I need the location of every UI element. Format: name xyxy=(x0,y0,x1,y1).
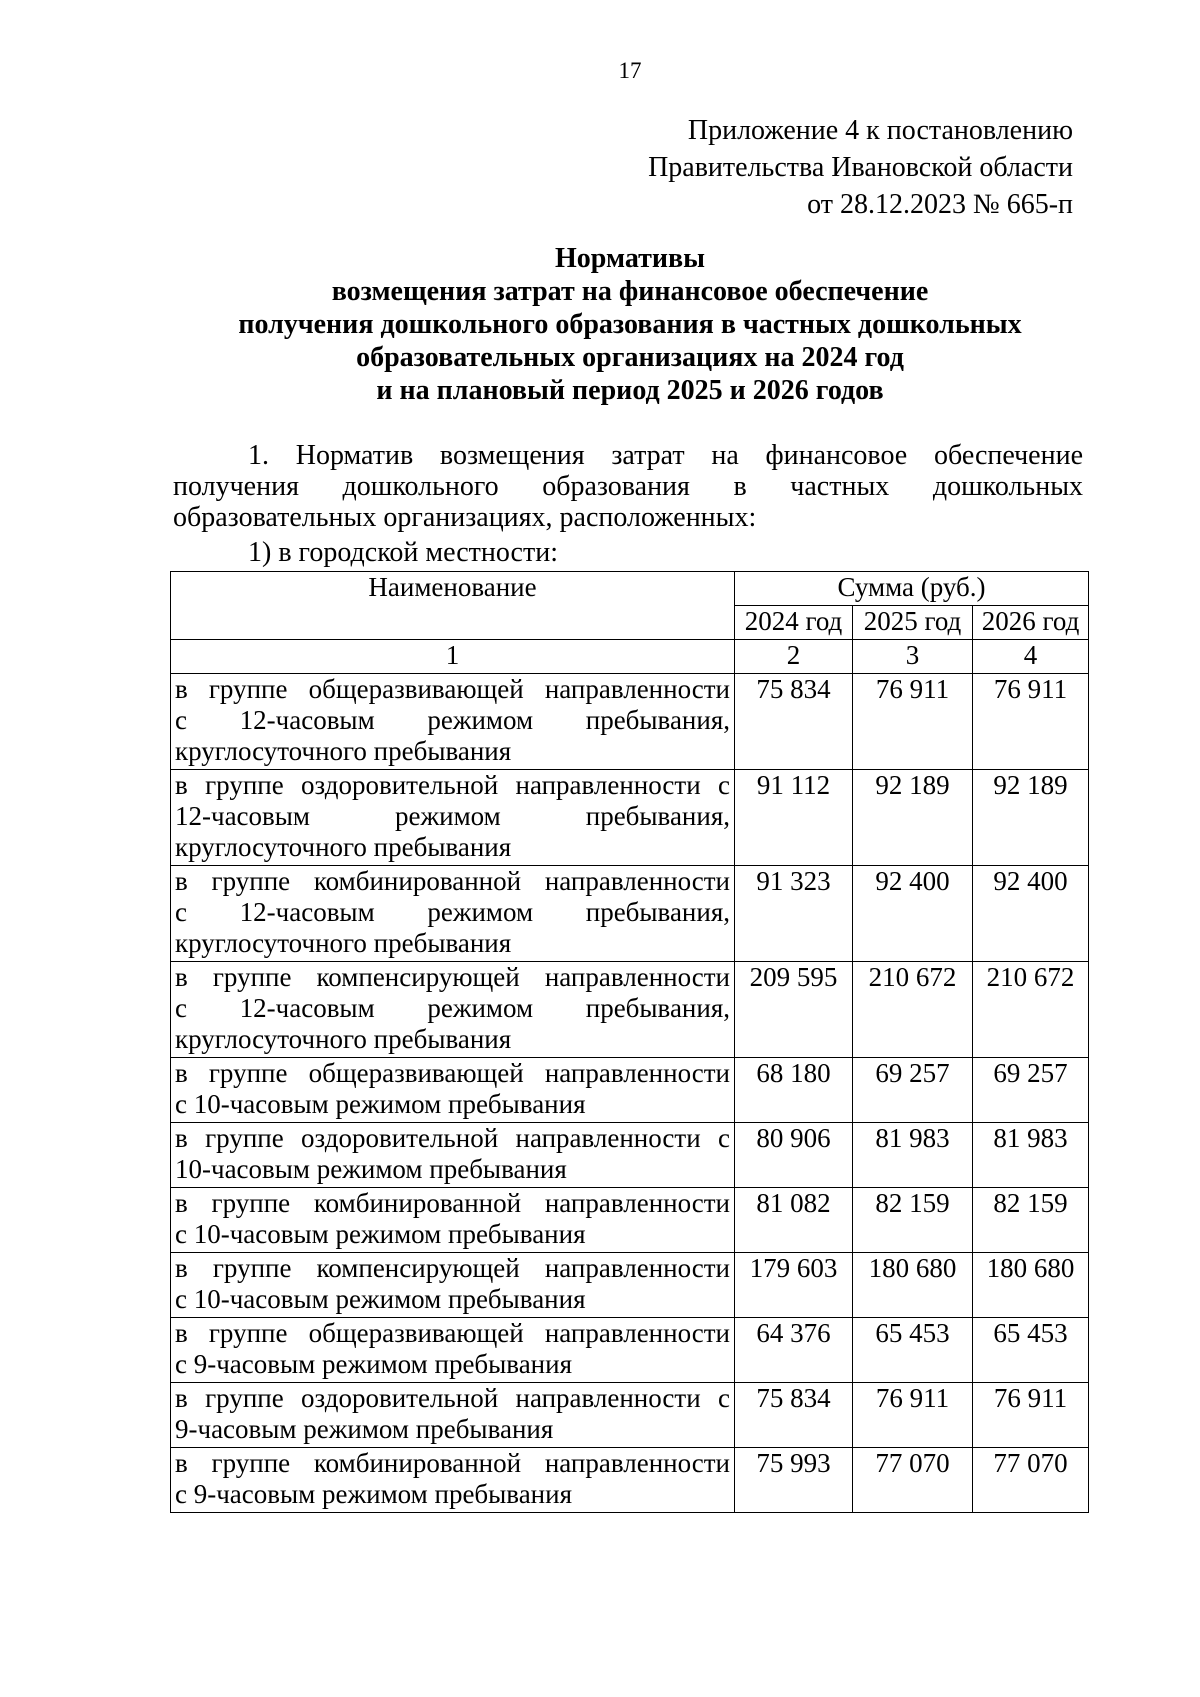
row-name-line: с 10-часовым режимом пребывания xyxy=(175,1219,586,1249)
value-2026: 69 257 xyxy=(973,1058,1089,1123)
row-name xyxy=(171,674,735,770)
row-name xyxy=(171,1253,735,1318)
row-name-line: с 12-часовым режимом пребывания, xyxy=(175,993,730,1023)
row-name-line: с 12-часовым режимом пребывания, xyxy=(175,897,730,927)
value-2026: 77 070 xyxy=(973,1448,1089,1513)
value-2024: 80 906 xyxy=(735,1123,853,1188)
row-name-line: в группе компенсирующей направленности xyxy=(175,962,730,992)
row-name xyxy=(171,1123,735,1188)
value-2026: 210 672 xyxy=(973,962,1089,1058)
row-name-line: в группе общеразвивающей направленности xyxy=(175,674,730,704)
paragraph-line: получения дошкольного образования в частных дошкольных xyxy=(173,471,1083,502)
title-line: Нормативы xyxy=(555,243,705,274)
value-2025: 69 257 xyxy=(853,1058,973,1123)
appendix-line: от 28.12.2023 № 665-п xyxy=(807,189,1073,220)
value-2024: 179 603 xyxy=(735,1253,853,1318)
value-2024: 75 993 xyxy=(735,1448,853,1513)
row-name-line: в группе общеразвивающей направленности xyxy=(175,1318,730,1348)
value-2024: 209 595 xyxy=(735,962,853,1058)
header-name: Наименование xyxy=(171,572,735,640)
row-name-line: с 12-часовым режимом пребывания, xyxy=(175,705,730,735)
value-2025: 76 911 xyxy=(853,674,973,770)
column-number: 3 xyxy=(853,640,973,674)
title-line: возмещения затрат на финансовое обеспечение xyxy=(331,276,929,307)
subsection-heading: 1) в городской местности: xyxy=(248,537,558,568)
row-name-line: в группе оздоровительной направленности с xyxy=(175,770,730,800)
row-name xyxy=(171,770,735,866)
value-2025: 210 672 xyxy=(853,962,973,1058)
table-row xyxy=(171,866,1089,962)
table-row xyxy=(171,1448,1089,1513)
value-2026: 92 400 xyxy=(973,866,1089,962)
intro-paragraph xyxy=(173,440,1083,533)
table-row xyxy=(171,962,1089,1058)
header-year: 2025 год xyxy=(853,606,973,640)
table-row xyxy=(171,1253,1089,1318)
value-2026: 76 911 xyxy=(973,674,1089,770)
value-2025: 77 070 xyxy=(853,1448,973,1513)
row-name-line: круглосуточного пребывания xyxy=(175,928,512,958)
row-name-line: с 9-часовым режимом пребывания xyxy=(175,1479,572,1509)
row-name-line: в группе оздоровительной направленности с xyxy=(175,1123,730,1153)
row-name-line: круглосуточного пребывания xyxy=(175,832,512,862)
row-name xyxy=(171,1058,735,1123)
value-2025: 81 983 xyxy=(853,1123,973,1188)
appendix-line: Правительства Ивановской области xyxy=(648,152,1073,183)
table-row xyxy=(171,1123,1089,1188)
value-2024: 81 082 xyxy=(735,1188,853,1253)
value-2025: 180 680 xyxy=(853,1253,973,1318)
value-2025: 92 189 xyxy=(853,770,973,866)
row-name xyxy=(171,1318,735,1383)
row-name-line: круглосуточного пребывания xyxy=(175,1024,512,1054)
column-number: 1 xyxy=(171,640,735,674)
appendix-reference xyxy=(648,112,1073,223)
table-row xyxy=(171,1058,1089,1123)
value-2026: 82 159 xyxy=(973,1188,1089,1253)
header-year: 2024 год xyxy=(735,606,853,640)
row-name-line: в группе комбинированной направленности xyxy=(175,1448,730,1478)
row-name-line: в группе оздоровительной направленности с xyxy=(175,1383,730,1413)
value-2026: 92 189 xyxy=(973,770,1089,866)
row-name-line: в группе комбинированной направленности xyxy=(175,866,730,896)
table-row xyxy=(171,770,1089,866)
row-name xyxy=(171,1188,735,1253)
row-name xyxy=(171,866,735,962)
page-number: 17 xyxy=(618,58,642,83)
column-number: 4 xyxy=(973,640,1089,674)
row-name xyxy=(171,962,735,1058)
row-name-line: в группе компенсирующей направленности xyxy=(175,1253,730,1283)
norms-table xyxy=(170,571,1089,1513)
table-row xyxy=(171,1188,1089,1253)
paragraph-line: образовательных организациях, расположенных: xyxy=(173,502,757,533)
value-2025: 82 159 xyxy=(853,1188,973,1253)
row-name-line: 10-часовым режимом пребывания xyxy=(175,1154,567,1184)
value-2026: 180 680 xyxy=(973,1253,1089,1318)
title-line: образовательных организациях на 2024 год xyxy=(356,342,904,373)
value-2024: 91 112 xyxy=(735,770,853,866)
appendix-line: Приложение 4 к постановлению xyxy=(687,115,1073,146)
value-2026: 65 453 xyxy=(973,1318,1089,1383)
row-name xyxy=(171,1448,735,1513)
row-name-line: с 10-часовым режимом пребывания xyxy=(175,1284,586,1314)
row-name-line: 12-часовым режимом пребывания, xyxy=(175,801,730,831)
row-name-line: с 9-часовым режимом пребывания xyxy=(175,1349,572,1379)
value-2024: 64 376 xyxy=(735,1318,853,1383)
row-name-line: в группе комбинированной направленности xyxy=(175,1188,730,1218)
table-row xyxy=(171,674,1089,770)
value-2026: 76 911 xyxy=(973,1383,1089,1448)
title-line: и на плановый период 2025 и 2026 годов xyxy=(376,375,884,406)
value-2024: 68 180 xyxy=(735,1058,853,1123)
value-2026: 81 983 xyxy=(973,1123,1089,1188)
table-row xyxy=(171,1318,1089,1383)
row-name-line: в группе общеразвивающей направленности xyxy=(175,1058,730,1088)
row-name-line: круглосуточного пребывания xyxy=(175,736,512,766)
value-2025: 76 911 xyxy=(853,1383,973,1448)
header-sum: Сумма (руб.) xyxy=(735,572,1089,606)
title-line: получения дошкольного образования в частных дошкольных xyxy=(238,309,1022,340)
value-2024: 75 834 xyxy=(735,1383,853,1448)
value-2025: 92 400 xyxy=(853,866,973,962)
paragraph-line: 1. Норматив возмещения затрат на финансовое обеспечение xyxy=(248,440,1083,471)
column-number: 2 xyxy=(735,640,853,674)
value-2025: 65 453 xyxy=(853,1318,973,1383)
value-2024: 75 834 xyxy=(735,674,853,770)
header-year: 2026 год xyxy=(973,606,1089,640)
document-title xyxy=(130,242,1130,407)
value-2024: 91 323 xyxy=(735,866,853,962)
table-row xyxy=(171,1383,1089,1448)
row-name-line: 9-часовым режимом пребывания xyxy=(175,1414,554,1444)
row-name xyxy=(171,1383,735,1448)
row-name-line: с 10-часовым режимом пребывания xyxy=(175,1089,586,1119)
